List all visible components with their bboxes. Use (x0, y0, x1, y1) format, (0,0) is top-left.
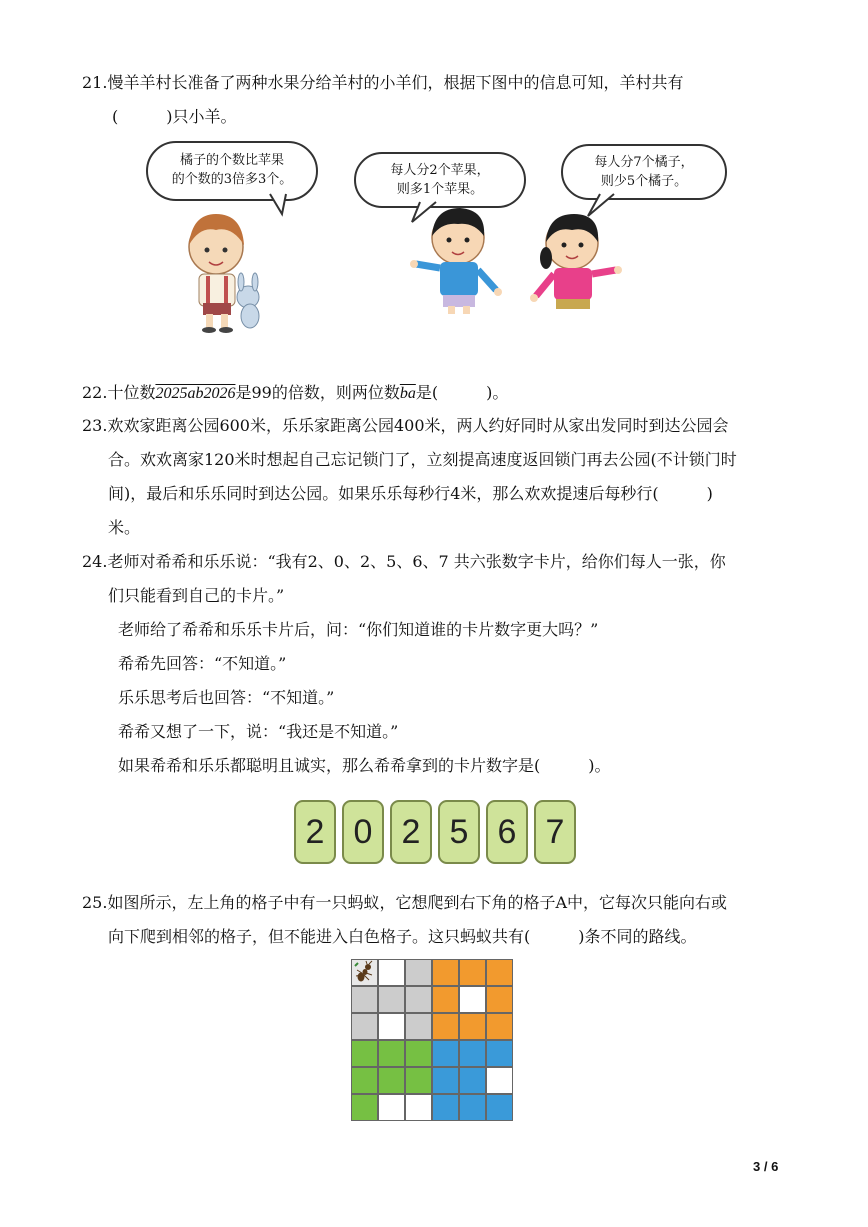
grid-cell-white (405, 1094, 432, 1121)
grid-cell-blue (486, 1040, 513, 1067)
grid-cell-orange (432, 986, 459, 1013)
q23-text-line4: 米。 (108, 518, 141, 537)
grid-cell-orange (432, 1013, 459, 1040)
grid-cell-white (486, 1067, 513, 1094)
grid-cell-gray (351, 1013, 378, 1040)
grid-cell-white (378, 1013, 405, 1040)
grid-cell-blue (432, 1067, 459, 1094)
bubble-2-tail (412, 202, 436, 222)
grid-cell-green (378, 1040, 405, 1067)
speech-bubble-2-line1: 每人分2个苹果， (390, 163, 490, 178)
number-card: 0 (342, 800, 384, 864)
grid-cell-blue (486, 1094, 513, 1121)
ant-start-cell (351, 959, 378, 986)
grid-cell-orange (486, 986, 513, 1013)
grid-cell-blue (432, 1094, 459, 1121)
bubble-1-tail (270, 194, 286, 214)
q22-two-digit-number: $\overline{ba}$ (399, 385, 416, 402)
grid-cell-blue (459, 1067, 486, 1094)
q23-text-line3: 间)，最后和乐乐同时到达公园。如果乐乐每秒行4米，那么欢欢提速后每秒行( ) (108, 484, 713, 503)
grid-cell-blue (459, 1040, 486, 1067)
q24-text-line5: 乐乐思考后也回答：“不知道。” (118, 688, 335, 707)
grid-cell-orange (486, 959, 513, 986)
speech-bubble-2-line2: 则多1个苹果。 (396, 182, 484, 197)
number-card: 5 (438, 800, 480, 864)
grid-cell-blue (459, 1094, 486, 1121)
number-card: 2 (294, 800, 336, 864)
grid-cell-gray (351, 986, 378, 1013)
page-number: 3 / 6 (753, 1159, 779, 1174)
speech-bubble-1-line2: 的个数的3倍多3个。 (171, 172, 293, 187)
q22-ten-digit-number: 2025ab2026 (155, 385, 236, 402)
grid-cell-gray (405, 959, 432, 986)
boy-with-bunny-figure (189, 214, 259, 333)
bubble-3-tail (588, 194, 614, 216)
grid-cell-gray (405, 986, 432, 1013)
grid-cell-orange (459, 959, 486, 986)
q24-text-line1: 24.老师对希希和乐乐说：“我有2、0、2、5、6、7 共六张数字卡片，给你们每人一张，你 (82, 552, 726, 571)
number-card: 7 (534, 800, 576, 864)
grid-cell-green (351, 1067, 378, 1094)
grid-cell-orange (432, 959, 459, 986)
girl-in-pink-shirt-figure (530, 214, 622, 309)
q22-middle: 是99的倍数，则两位数 (235, 383, 400, 402)
grid-cell-green (351, 1094, 378, 1121)
grid-cell-orange (486, 1013, 513, 1040)
speech-bubble-1-line1: 橘子的个数比苹果 (179, 153, 284, 168)
q25-text-line2: 向下爬到相邻的格子，但不能进入白色格子。这只蚂蚁共有( )条不同的路线。 (108, 927, 697, 946)
grid-cell-white (378, 1094, 405, 1121)
grid-cell-white (378, 959, 405, 986)
q21-text-line2: ( )只小羊。 (112, 107, 237, 126)
q22-prefix: 22.十位数 (82, 383, 156, 402)
ant-icon (352, 960, 377, 985)
grid-cell-green (405, 1040, 432, 1067)
grid-cell-blue (432, 1040, 459, 1067)
grid-cell-green (405, 1067, 432, 1094)
number-card: 2 (390, 800, 432, 864)
grid-cell-gray (378, 986, 405, 1013)
q21-text-line1: 21.慢羊羊村长准备了两种水果分给羊村的小羊们，根据下图中的信息可知，羊村共有 (82, 73, 684, 92)
grid-cell-green (378, 1067, 405, 1094)
speech-bubble-3-line1: 每人分7个橘子， (594, 155, 694, 170)
q23-text-line2: 合。欢欢离家120米时想起自己忘记锁门了，立刻提高速度返回锁门再去公园(不计锁门时 (108, 450, 737, 469)
q24-text-line6: 希希又想了一下，说：“我还是不知道。” (118, 722, 399, 741)
q25-text-line1: 25.如图所示，左上角的格子中有一只蚂蚁，它想爬到右下角的格子A中，它每次只能向右或 (82, 893, 728, 912)
grid-cell-green (351, 1040, 378, 1067)
q22-text (82, 383, 508, 404)
q24-text-line4: 希希先回答：“不知道。” (118, 654, 287, 673)
boy-in-blue-shirt-figure (410, 208, 502, 314)
q24-text-line3: 老师给了希希和乐乐卡片后，问：“你们知道谁的卡片数字更大吗？” (118, 620, 599, 639)
speech-bubble-3-line2: 则少5个橘子。 (600, 174, 688, 189)
q23-text-line1: 23.欢欢家距离公园600米，乐乐家距离公园400米，两人约好同时从家出发同时到达公园会 (82, 416, 729, 435)
q24-text-line7: 如果希希和乐乐都聪明且诚实，那么希希拿到的卡片数字是( )。 (118, 756, 611, 775)
q22-suffix: 是( )。 (415, 383, 509, 402)
q21-illustration (0, 0, 868, 360)
number-card: 6 (486, 800, 528, 864)
grid-cell-gray (405, 1013, 432, 1040)
grid-cell-orange (459, 1013, 486, 1040)
grid-cell-white (459, 986, 486, 1013)
q24-text-line2: 们只能看到自己的卡片。” (108, 586, 285, 605)
